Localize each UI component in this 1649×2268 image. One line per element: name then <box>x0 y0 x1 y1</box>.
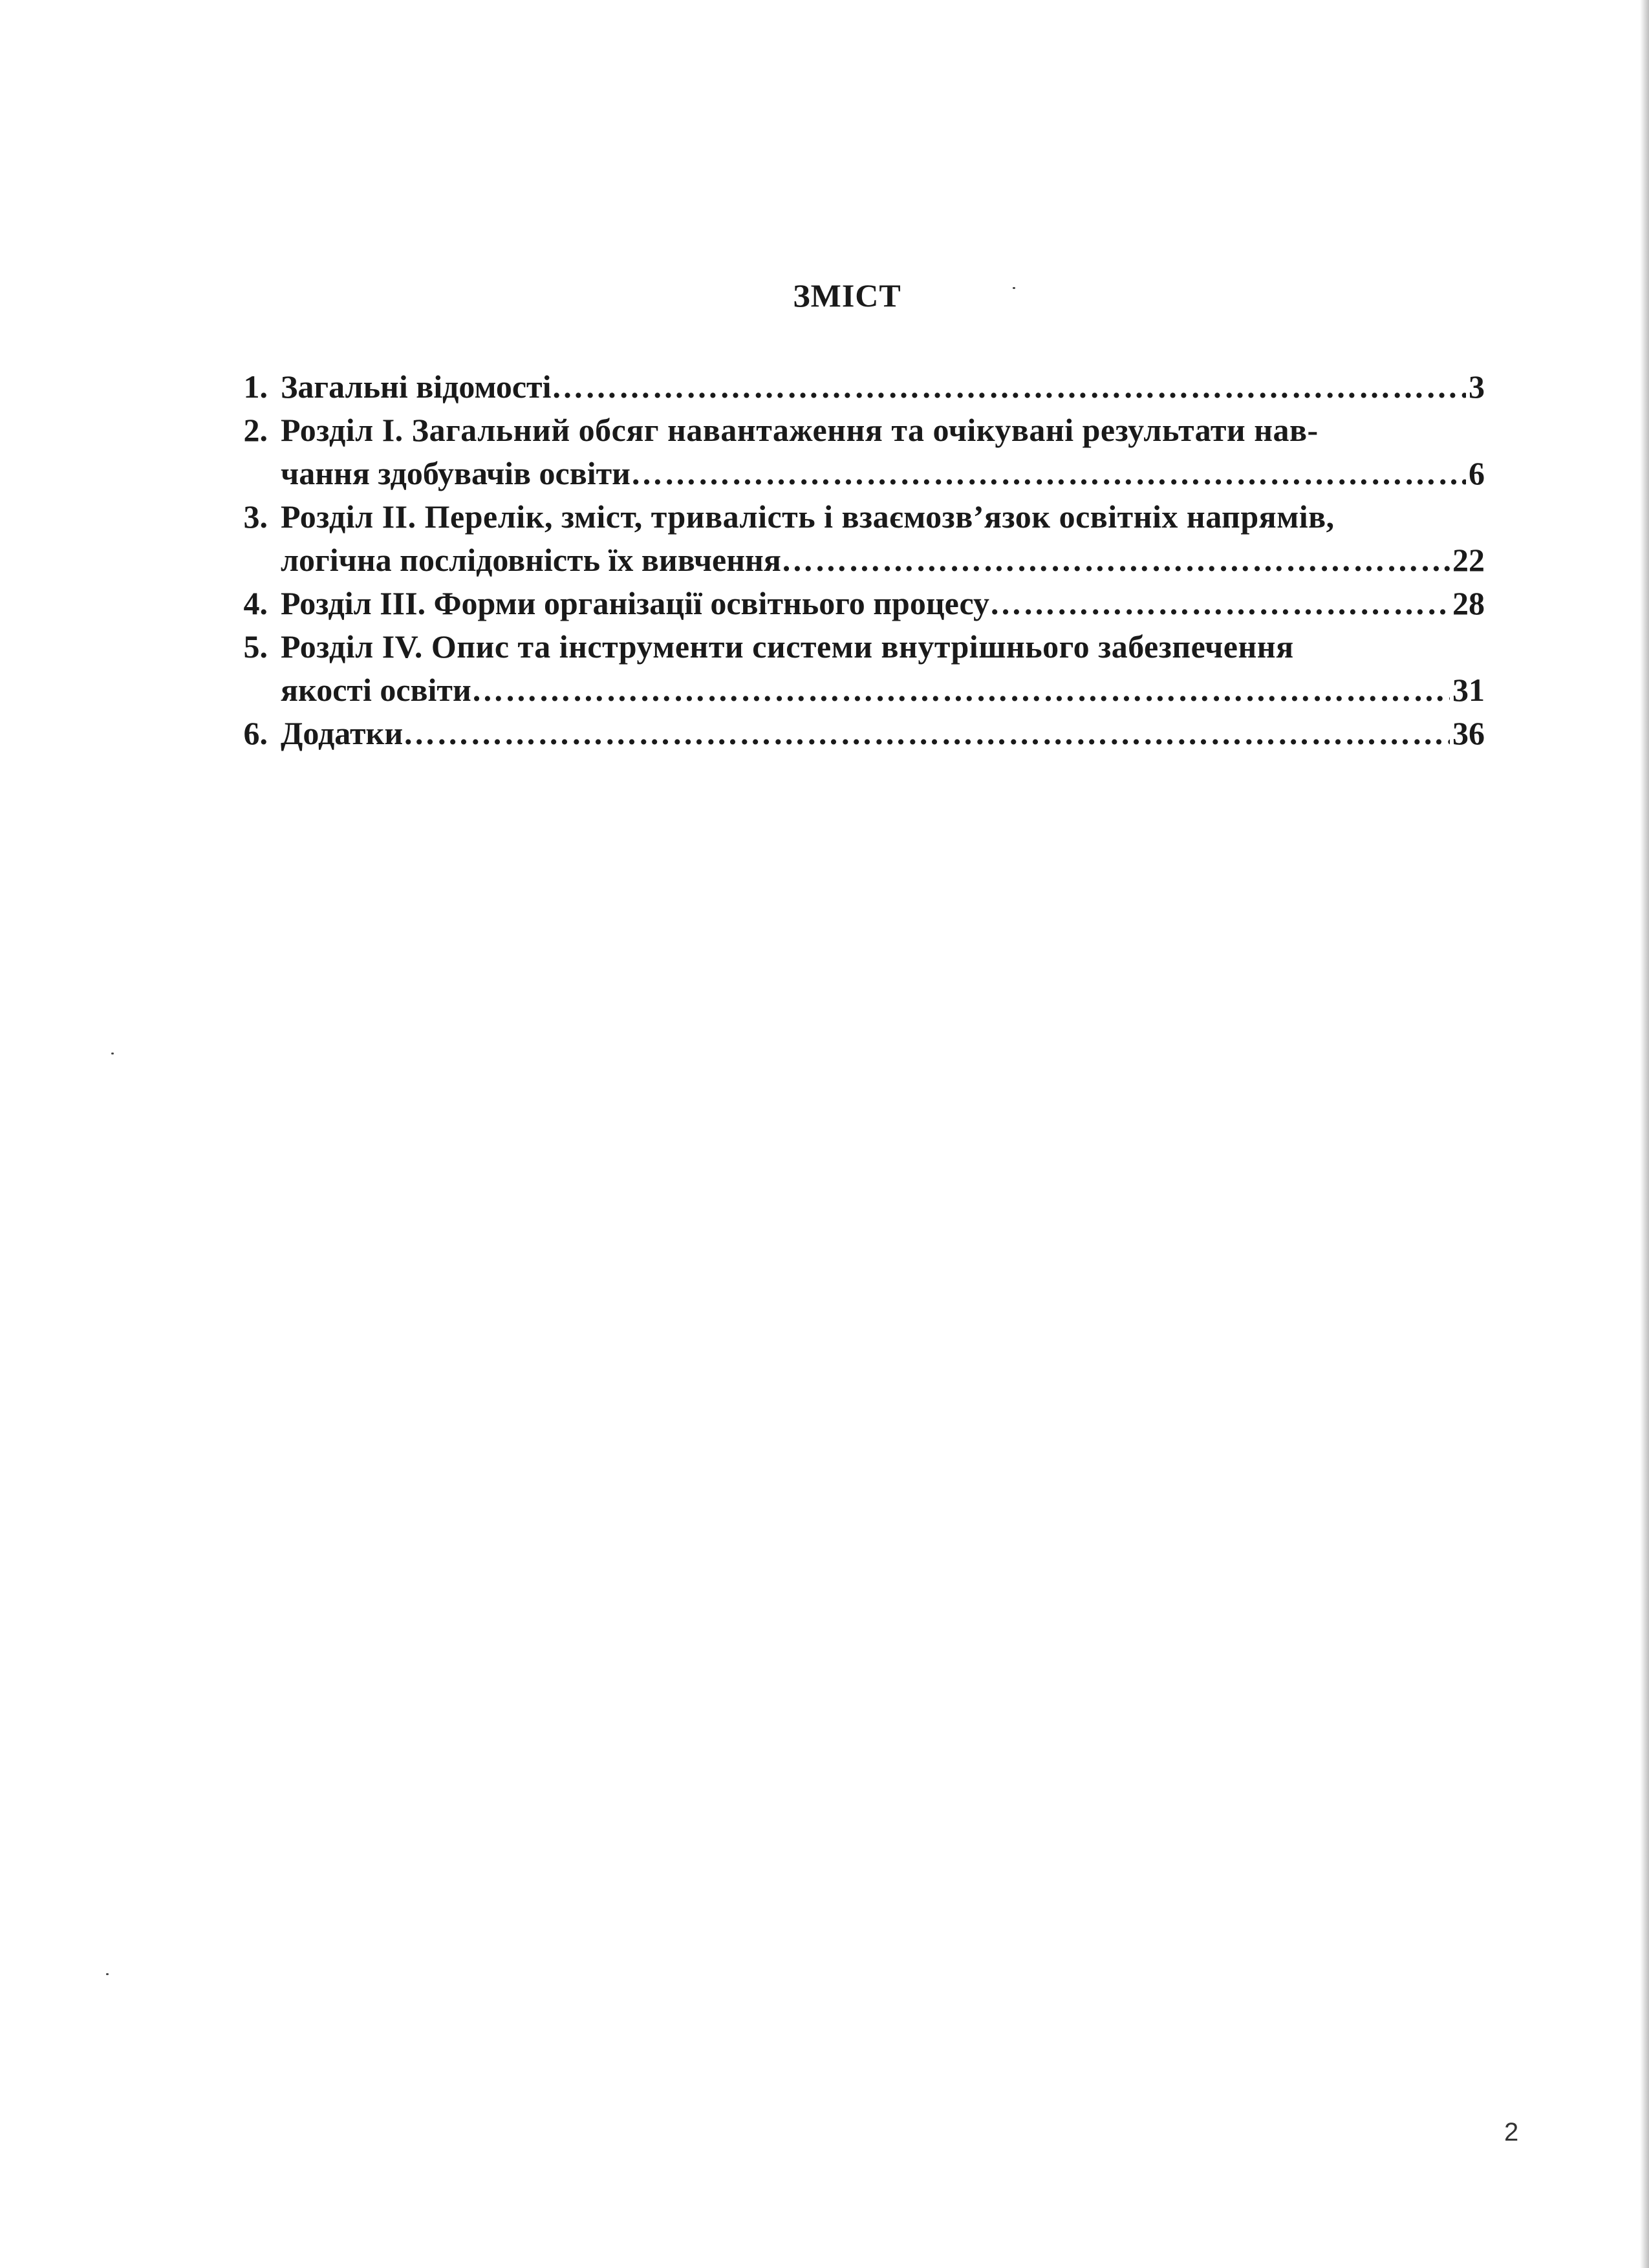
page-number: 2 <box>1504 2118 1519 2146</box>
toc-item-text: Загальні відомості <box>281 369 552 405</box>
scan-speck <box>111 1053 114 1054</box>
toc-item-text: Додатки <box>281 715 404 751</box>
page-title: ЗМІСТ <box>793 277 901 314</box>
dot-leader <box>471 669 1450 712</box>
toc-item <box>213 365 1485 409</box>
toc-leader-line <box>281 712 1485 755</box>
toc-item-text: якості освіти <box>281 672 471 708</box>
toc-item-text: чання здобувачів освіти <box>281 455 630 491</box>
toc-page-number: 22 <box>1452 542 1485 578</box>
toc-page-number: 36 <box>1452 715 1485 751</box>
toc-page-number: 6 <box>1469 455 1485 491</box>
toc-page-number: 31 <box>1452 672 1485 708</box>
dot-leader <box>403 712 1450 755</box>
toc-page-number: 28 <box>1452 585 1485 621</box>
toc-page-number: 3 <box>1469 369 1485 405</box>
toc-item <box>213 582 1485 625</box>
toc-leader-line <box>281 669 1485 712</box>
toc-item-body <box>281 495 1485 582</box>
toc-leader-line <box>281 452 1485 495</box>
toc-item-text-line: Розділ ІІ. Перелік, зміст, тривалість і взаємозв’язок освітніх напрямів, <box>281 498 1335 535</box>
toc-item-body <box>281 582 1485 625</box>
toc-leader-line <box>281 539 1485 582</box>
dot-leader <box>630 452 1466 495</box>
toc-item <box>213 409 1485 495</box>
dot-leader <box>552 365 1466 409</box>
scan-speck <box>106 1973 109 1975</box>
dot-leader <box>989 582 1450 625</box>
toc-item-text-line: Розділ І. Загальний обсяг навантаження та очікувані результати нав- <box>281 412 1319 448</box>
toc-item-text: Розділ ІІІ. Форми організації освітнього процесу <box>281 585 989 621</box>
toc-item-body <box>281 712 1485 755</box>
toc-item-number: 4. <box>243 585 268 621</box>
dot-leader <box>781 539 1450 582</box>
toc-item-body <box>281 625 1485 712</box>
toc-item <box>213 625 1485 712</box>
toc-item-number: 6. <box>243 715 268 751</box>
toc-item <box>213 712 1485 755</box>
toc-leader-line <box>281 365 1485 409</box>
toc-item <box>213 495 1485 582</box>
toc-item-number: 5. <box>243 628 268 665</box>
toc-item-number: 3. <box>243 498 268 535</box>
toc-leader-line <box>281 582 1485 625</box>
toc-item-body <box>281 409 1485 495</box>
toc-item-text: логічна послідовність їх вивчення <box>281 542 781 578</box>
toc-item-number: 2. <box>243 412 268 448</box>
scan-edge-shadow <box>1640 0 1649 2268</box>
toc-item-number: 1. <box>243 369 268 405</box>
table-of-contents <box>213 365 1485 755</box>
toc-item-body <box>281 365 1485 409</box>
toc-item-text-line: Розділ IV. Опис та інструменти системи внутрішнього забезпечення <box>281 628 1294 665</box>
